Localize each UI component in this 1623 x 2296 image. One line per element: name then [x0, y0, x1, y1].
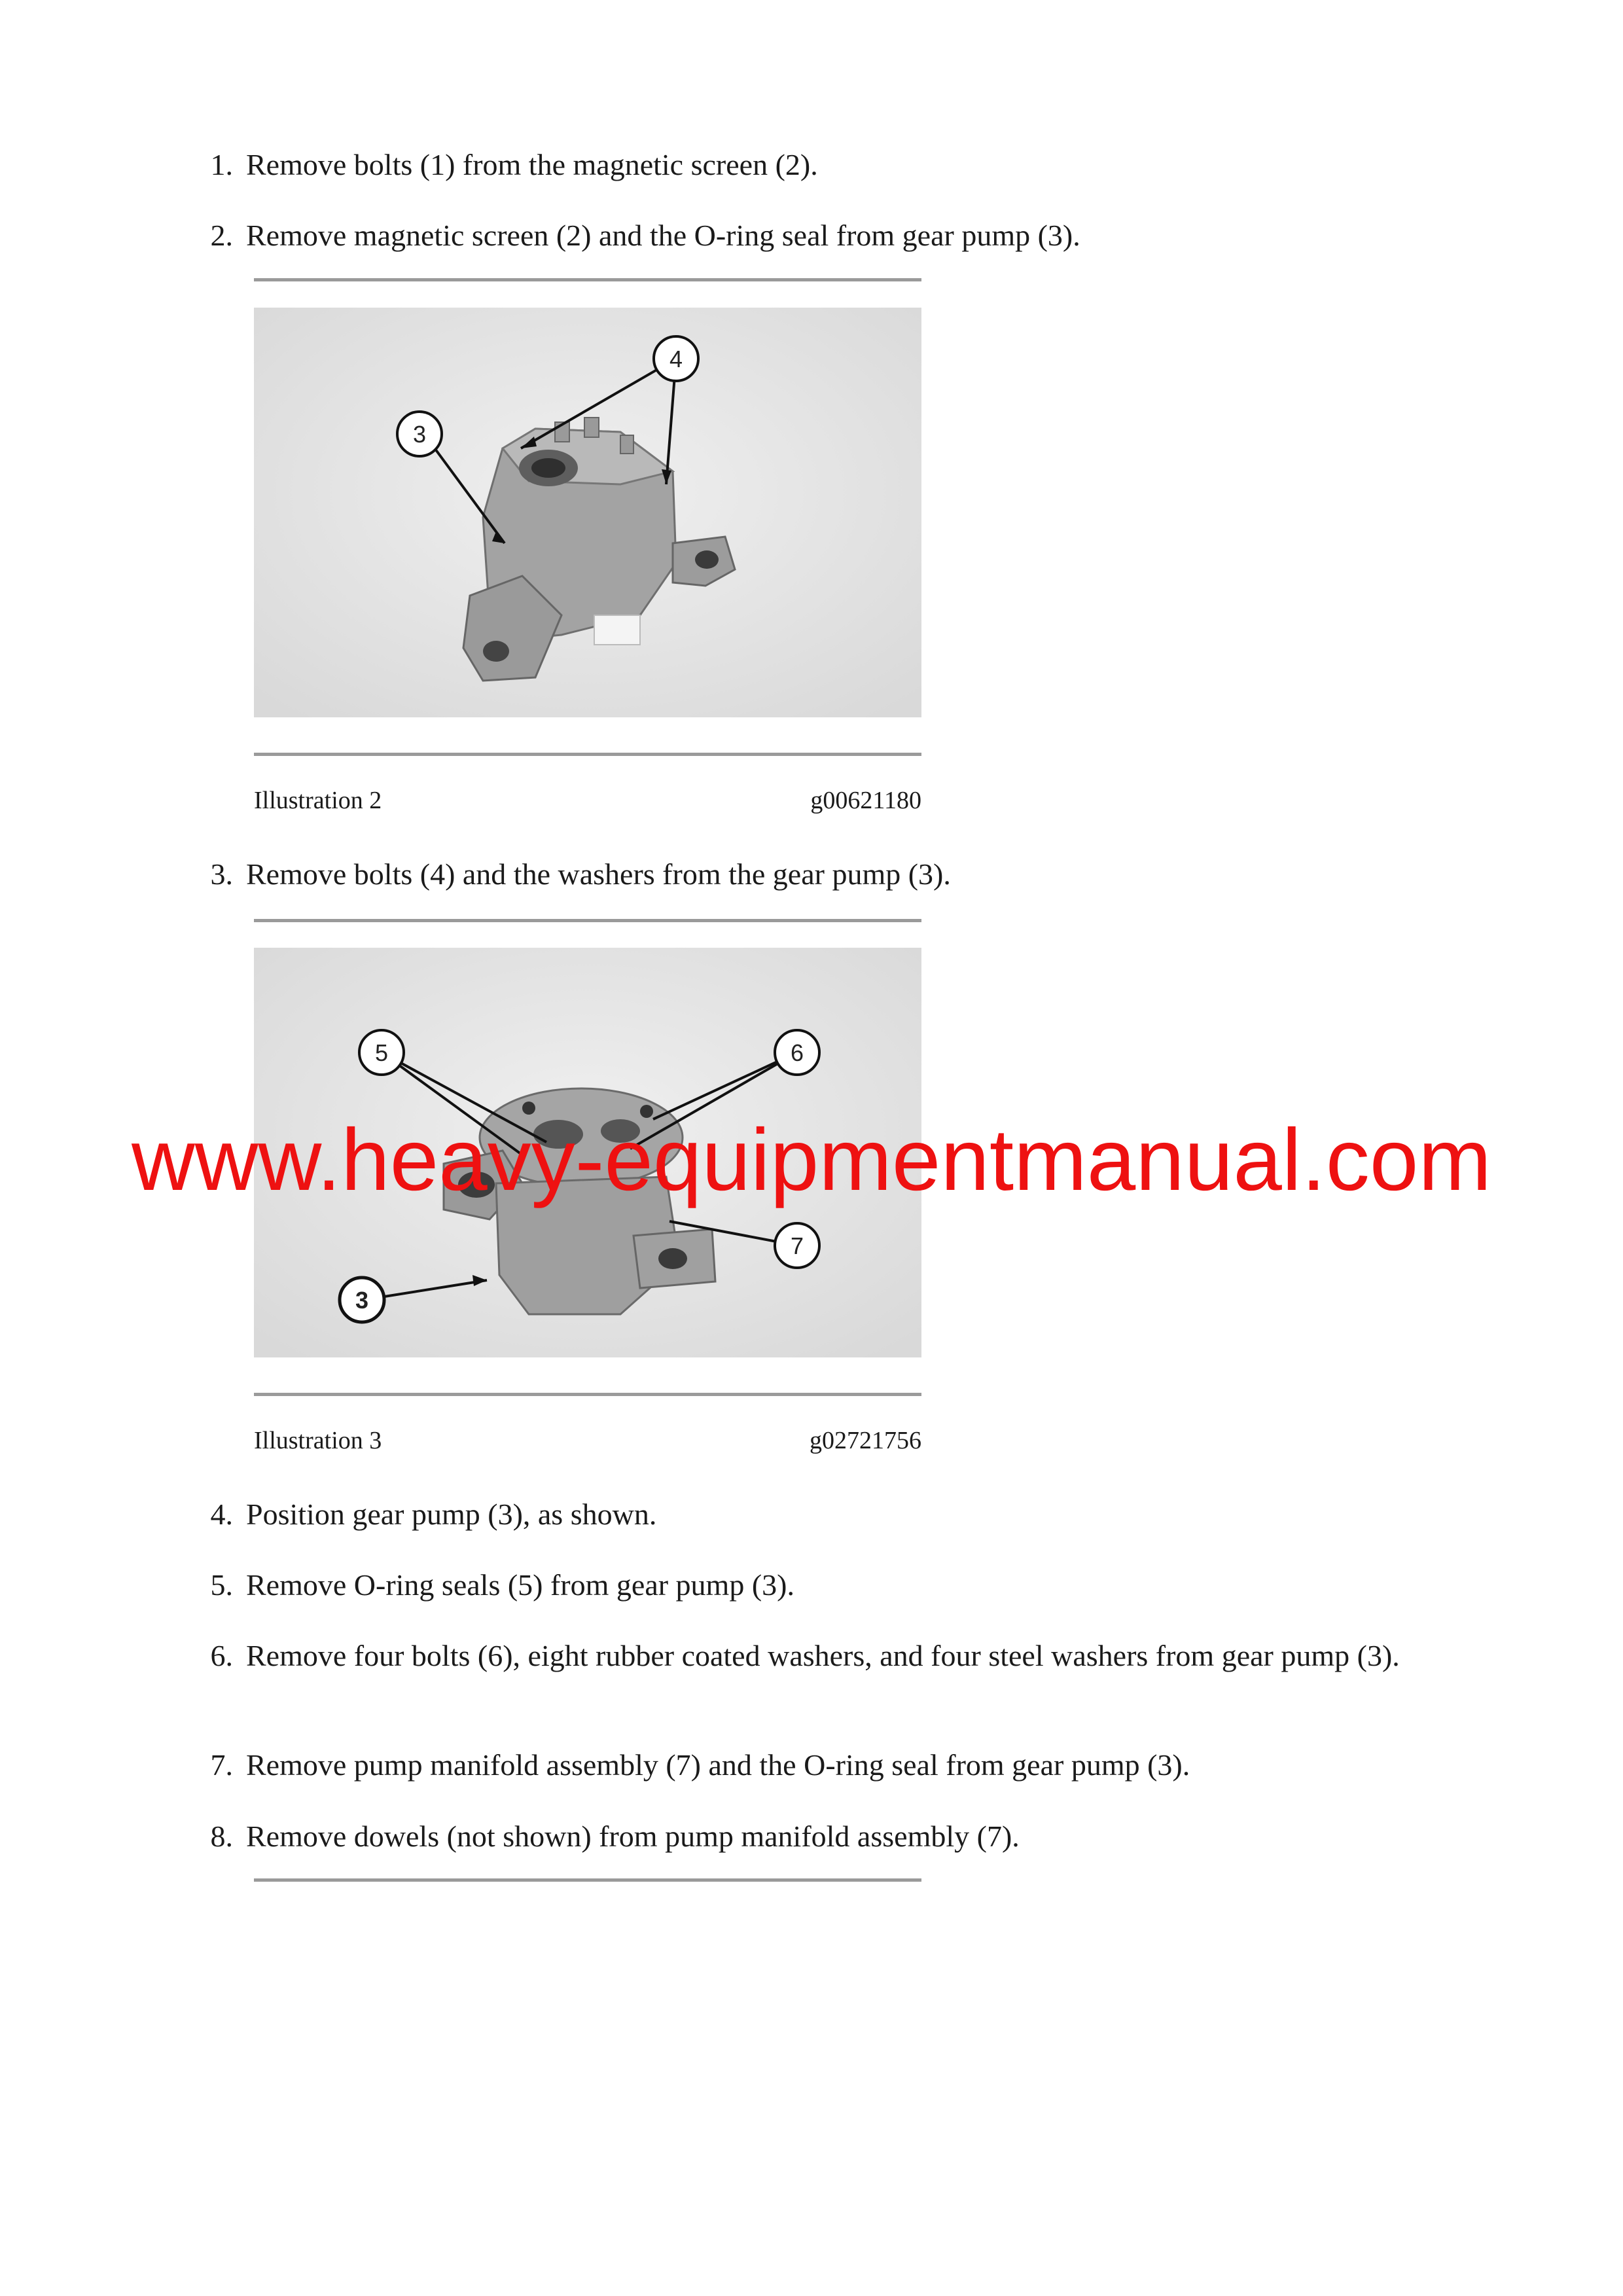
step-8: [196, 1817, 1479, 1856]
section-end-rule: [254, 1878, 921, 1882]
step-text: Remove bolts (1) from the magnetic screen (2).: [246, 148, 818, 181]
step-number: 1.: [210, 148, 233, 181]
callout-label: 7: [790, 1232, 804, 1259]
illustration-label: Illustration 3: [254, 1427, 382, 1454]
step-text: Remove bolts (4) and the washers from the gear pump (3).: [246, 857, 951, 891]
step-3: [196, 855, 1479, 894]
step-text: Remove pump manifold assembly (7) and the O-ring seal from gear pump (3).: [246, 1748, 1190, 1782]
step-number: 8.: [210, 1820, 233, 1853]
figure-top-rule: [254, 278, 921, 281]
step-5: [196, 1566, 1479, 1605]
step-text: Position gear pump (3), as shown.: [246, 1498, 657, 1531]
step-text: Remove O-ring seals (5) from gear pump (3).: [246, 1568, 794, 1602]
step-text: Remove dowels (not shown) from pump manifold assembly (7).: [246, 1820, 1020, 1853]
step-number: 2.: [210, 219, 233, 252]
illustration-2-photo: [254, 308, 921, 717]
step-number: 6.: [210, 1639, 233, 1672]
callout-label: 3: [412, 421, 427, 448]
step-4: [196, 1495, 1479, 1534]
step-number: 5.: [210, 1568, 233, 1602]
gear-pump-image: [254, 308, 921, 717]
watermark-text: www.heavy-equipmentmanual.com: [132, 1111, 1491, 1209]
callout-label: 4: [669, 346, 683, 372]
step-2: [196, 216, 1479, 255]
illustration-label: Illustration 2: [254, 787, 382, 814]
illustration-id: g02721756: [810, 1427, 921, 1454]
illustration-id: g00621180: [810, 787, 921, 814]
figure-caption: [254, 1424, 921, 1457]
step-text: Remove magnetic screen (2) and the O-ring seal from gear pump (3).: [246, 219, 1080, 252]
step-number: 3.: [210, 857, 233, 891]
figure-top-rule: [254, 919, 921, 922]
callout-label: 5: [374, 1039, 389, 1066]
callout-label: 3: [355, 1287, 369, 1314]
figure-bottom-rule: [254, 1393, 921, 1396]
figure-caption: [254, 784, 921, 817]
step-6: [196, 1636, 1479, 1676]
step-7: [196, 1746, 1479, 1785]
callout-label: 6: [790, 1039, 804, 1066]
step-text: Remove four bolts (6), eight rubber coated washers, and four steel washers from gear pump (3).: [246, 1639, 1400, 1672]
step-1: [196, 145, 1479, 185]
figure-bottom-rule: [254, 753, 921, 756]
step-number: 4.: [210, 1498, 233, 1531]
step-number: 7.: [210, 1748, 233, 1782]
